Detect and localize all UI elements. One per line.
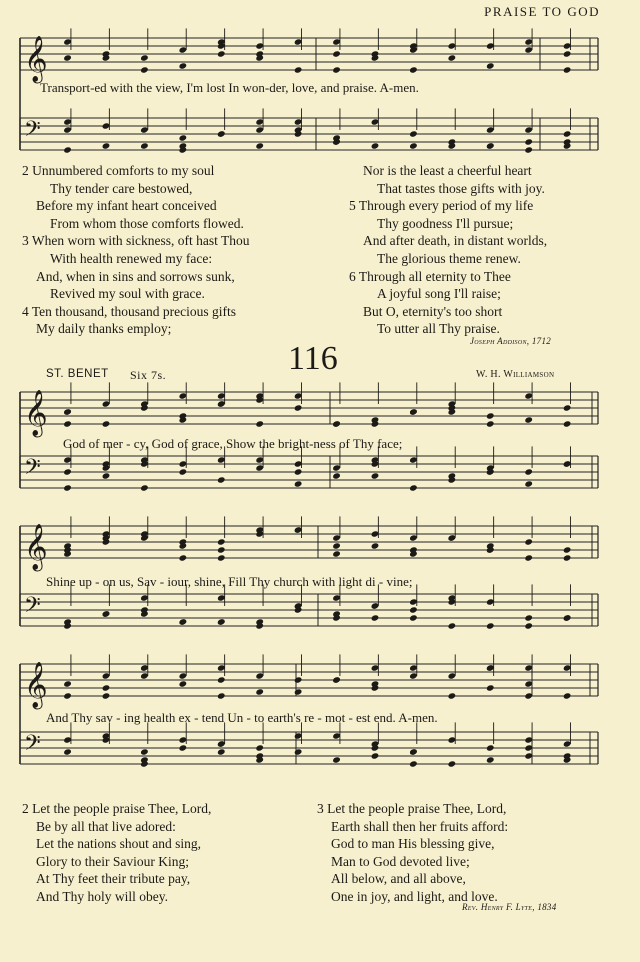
note-head	[486, 142, 495, 149]
note-head	[217, 50, 226, 57]
note-head	[63, 468, 72, 475]
note-head	[102, 420, 111, 427]
note-head	[332, 550, 341, 557]
note-head	[102, 472, 111, 479]
verse-line: Glory to their Saviour King;	[36, 853, 189, 869]
note-head	[294, 480, 303, 487]
note-head	[409, 408, 418, 415]
note-head	[371, 614, 380, 621]
note-head	[217, 676, 226, 683]
note-head	[294, 66, 303, 73]
note-head	[486, 622, 495, 629]
verse-line: Thy goodness I'll pursue;	[377, 215, 514, 231]
hymn115-author: Joseph Addison, 1712	[470, 336, 552, 346]
note-head	[486, 62, 495, 69]
note-head	[63, 408, 72, 415]
note-head	[448, 760, 457, 767]
verse-line: And after death, in distant worlds,	[363, 233, 548, 249]
note-head	[563, 692, 572, 699]
verse-line: Be by all that live adored:	[36, 818, 176, 834]
note-head	[563, 66, 572, 73]
note-head	[63, 748, 72, 755]
note-head	[217, 476, 226, 483]
verse-line: And Thy holy will obey.	[36, 889, 168, 904]
note-head	[563, 404, 572, 411]
treble-clef-icon: 𝄞	[24, 524, 48, 570]
note-head	[332, 756, 341, 763]
note-head	[102, 142, 111, 149]
hymn116-lyrics-2: Shine up - on us, Sav - iour, shine, Fill Thy church with light di - vine;	[46, 574, 413, 589]
note-head	[486, 412, 495, 419]
page-header: PRAISE TO GOD	[484, 4, 600, 19]
note-head	[102, 610, 111, 617]
verse-line: The glorious theme renew.	[377, 251, 521, 266]
note-head	[140, 54, 149, 61]
verse-line: 5 Through every period of my life	[349, 198, 534, 214]
note-head	[179, 134, 188, 141]
note-head	[448, 622, 457, 629]
note-head	[179, 618, 188, 625]
verse-line: A joyful song I'll raise;	[377, 286, 501, 302]
note-head	[255, 420, 264, 427]
note-head	[294, 748, 303, 755]
note-head	[409, 130, 418, 137]
note-head	[179, 744, 188, 751]
note-head	[255, 744, 264, 751]
note-head	[255, 142, 264, 149]
note-head	[409, 760, 418, 767]
verse-line: 2 Unnumbered comforts to my soul	[22, 163, 215, 178]
verse-line: My daily thanks employ;	[36, 321, 172, 337]
verse-line: Nor is the least a cheerful heart	[363, 163, 532, 178]
note-head	[294, 404, 303, 411]
note-head	[140, 484, 149, 491]
note-head	[140, 748, 149, 755]
note-head	[217, 748, 226, 755]
composer: W. H. Williamson	[476, 369, 555, 380]
note-head	[332, 50, 341, 57]
note-head	[524, 480, 533, 487]
hymn116-lyrics-1: God of mer - cy, God of grace, Show the bright-ness of Thy face;	[63, 436, 403, 451]
verse-line: Man to God devoted live;	[331, 853, 470, 869]
note-head	[294, 688, 303, 695]
hymn115-lyrics: Transport-ed with the view, I'm lost In won-der, love, and praise. A-men.	[40, 80, 419, 95]
note-head	[409, 142, 418, 149]
verse-line: 4 Ten thousand, thousand precious gifts	[22, 303, 237, 319]
note-head	[448, 692, 457, 699]
note-head	[332, 420, 341, 427]
verse-line: At Thy feet their tribute pay,	[36, 871, 191, 887]
note-head	[140, 142, 149, 149]
note-head	[409, 748, 418, 755]
note-head	[179, 468, 188, 475]
verse-line: But O, eternity's too short	[363, 303, 503, 319]
note-head	[217, 692, 226, 699]
note-head	[409, 66, 418, 73]
verse-line: That tastes those gifts with joy.	[377, 180, 545, 196]
verse-line: Earth shall then her fruits afford:	[331, 818, 509, 834]
note-head	[448, 54, 457, 61]
note-head	[524, 468, 533, 475]
note-head	[63, 692, 72, 699]
note-head	[332, 66, 341, 73]
note-head	[332, 542, 341, 549]
verse-line: 3 When worn with sickness, oft hast Thou	[22, 233, 250, 249]
note-head	[563, 554, 572, 561]
note-head	[371, 752, 380, 759]
note-head	[217, 618, 226, 625]
note-head	[486, 744, 495, 751]
verse-line: Thy tender care bestowed,	[50, 180, 193, 196]
note-head	[486, 756, 495, 763]
tune-name: ST. BENET	[46, 368, 109, 380]
note-head	[486, 420, 495, 427]
note-head	[217, 130, 226, 137]
note-head	[563, 130, 572, 137]
note-head	[563, 614, 572, 621]
note-head	[524, 538, 533, 545]
bass-clef-icon: 𝄢	[24, 593, 41, 623]
hymn116-lyrics-3: And Thy sav - ing health ex - tend Un - to earth's re - mot - est end. A-men.	[46, 710, 438, 725]
tune-meter: Six 7s.	[130, 368, 167, 382]
note-head	[332, 676, 341, 683]
note-head	[179, 554, 188, 561]
verse-line: Let the nations shout and sing,	[36, 836, 201, 852]
note-head	[409, 606, 418, 613]
note-head	[371, 542, 380, 549]
note-head	[524, 146, 533, 153]
note-head	[63, 146, 72, 153]
hymn-number: 116	[288, 340, 338, 377]
note-head	[371, 472, 380, 479]
note-head	[563, 546, 572, 553]
treble-clef-icon: 𝄞	[24, 36, 48, 82]
verse-line: 6 Through all eternity to Thee	[349, 268, 511, 284]
note-head	[524, 554, 533, 561]
note-head	[179, 680, 188, 687]
note-head	[294, 676, 303, 683]
verse-line: With health renewed my face:	[50, 251, 213, 266]
note-head	[217, 546, 226, 553]
verse-line: 3 Let the people praise Thee, Lord,	[317, 801, 507, 816]
note-head	[332, 472, 341, 479]
verse-line: To utter all Thy praise.	[377, 321, 500, 337]
treble-clef-icon: 𝄞	[24, 662, 48, 708]
note-head	[63, 484, 72, 491]
note-head	[179, 62, 188, 69]
note-head	[563, 50, 572, 57]
note-head	[63, 420, 72, 427]
verse-line: From whom those comforts flowed.	[50, 215, 244, 231]
note-head	[294, 468, 303, 475]
note-head	[409, 484, 418, 491]
bass-clef-icon: 𝄢	[24, 455, 41, 485]
note-head	[140, 66, 149, 73]
note-head	[102, 684, 111, 691]
verse-line: And, when in sins and sorrows sunk,	[36, 268, 235, 284]
note-head	[563, 420, 572, 427]
note-head	[524, 138, 533, 145]
verse-line: Revived my soul with grace.	[50, 286, 205, 302]
note-head	[524, 614, 533, 621]
hymn116-author: Rev. Henry F. Lyte, 1834	[462, 902, 557, 912]
note-head	[63, 54, 72, 61]
verse-line: God to man His blessing give,	[331, 836, 495, 852]
note-head	[102, 692, 111, 699]
note-head	[63, 680, 72, 687]
treble-clef-icon: 𝄞	[24, 390, 48, 436]
verse-line: Before my infant heart conceived	[36, 198, 217, 214]
bass-clef-icon: 𝄢	[24, 731, 41, 761]
verse-line: One in joy, and light, and love.	[331, 889, 498, 904]
verse-line: All below, and all above,	[331, 871, 466, 887]
note-head	[486, 684, 495, 691]
note-head	[524, 416, 533, 423]
note-head	[255, 688, 264, 695]
verse-line: 2 Let the people praise Thee, Lord,	[22, 801, 212, 816]
note-head	[371, 142, 380, 149]
note-head	[524, 622, 533, 629]
bass-clef-icon: 𝄢	[24, 117, 41, 147]
note-head	[409, 614, 418, 621]
note-head	[217, 538, 226, 545]
note-head	[217, 554, 226, 561]
